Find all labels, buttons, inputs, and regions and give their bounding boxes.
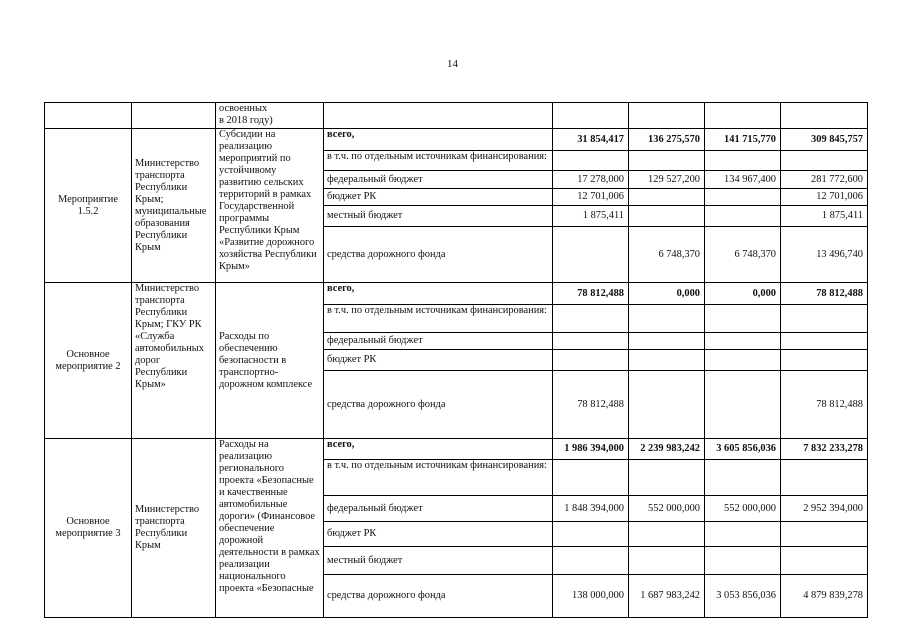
amount-cell [553, 522, 629, 547]
amount-cell: 1 875,411 [553, 206, 629, 227]
amount-cell: 129 527,200 [629, 171, 705, 189]
funding-source-cell: всего, [324, 283, 553, 305]
amount-cell [705, 371, 781, 439]
amount-cell [553, 305, 629, 333]
amount-cell [705, 206, 781, 227]
amount-cell [553, 227, 629, 283]
amount-cell: 281 772,600 [781, 171, 868, 189]
funding-source-cell: бюджет РК [324, 350, 553, 371]
funding-source-cell: федеральный бюджет [324, 333, 553, 350]
amount-cell [781, 333, 868, 350]
amount-cell: 141 715,770 [705, 129, 781, 151]
amount-cell [553, 547, 629, 575]
amount-cell [705, 189, 781, 206]
funding-source-cell: средства дорожного фонда [324, 371, 553, 439]
funding-source-cell: средства дорожного фонда [324, 575, 553, 618]
amount-cell: 6 748,370 [705, 227, 781, 283]
empty-cell [705, 103, 781, 129]
funding-table [44, 102, 868, 618]
amount-cell: 552 000,000 [629, 496, 705, 522]
empty-cell [553, 103, 629, 129]
amount-cell: 1 875,411 [781, 206, 868, 227]
amount-cell: 6 748,370 [629, 227, 705, 283]
amount-cell [553, 460, 629, 496]
amount-cell [705, 522, 781, 547]
amount-cell: 3 605 856,036 [705, 439, 781, 460]
amount-cell: 134 967,400 [705, 171, 781, 189]
amount-cell: 4 879 839,278 [781, 575, 868, 618]
amount-cell [781, 305, 868, 333]
page-number: 14 [447, 58, 458, 70]
table-row [45, 283, 868, 305]
funding-source-cell: федеральный бюджет [324, 171, 553, 189]
amount-cell [629, 333, 705, 350]
amount-cell [781, 151, 868, 171]
empty-cell [45, 103, 132, 129]
empty-cell [629, 103, 705, 129]
measure-name-cell: Расходы на реализацию регионального проекта «Безопасные и качественные автомобильные дороги» (Финансовое обеспечение дорожной деятельности в рамках реализации национального проекта «Безопасные [216, 439, 324, 618]
funding-source-cell: в т.ч. по отдельным источникам финансирования: [324, 305, 553, 333]
amount-cell [705, 547, 781, 575]
amount-cell: 2 952 394,000 [781, 496, 868, 522]
funding-source-cell: в т.ч. по отдельным источникам финансирования: [324, 151, 553, 171]
amount-cell [705, 350, 781, 371]
amount-cell: 0,000 [705, 283, 781, 305]
empty-cell [781, 103, 868, 129]
amount-cell: 552 000,000 [705, 496, 781, 522]
amount-cell: 17 278,000 [553, 171, 629, 189]
amount-cell [629, 522, 705, 547]
amount-cell [705, 305, 781, 333]
amount-cell: 12 701,006 [781, 189, 868, 206]
amount-cell: 31 854,417 [553, 129, 629, 151]
funding-source-cell: бюджет РК [324, 189, 553, 206]
amount-cell [781, 522, 868, 547]
amount-cell [705, 333, 781, 350]
empty-cell [132, 103, 216, 129]
event-cell: Основное мероприятие 2 [45, 283, 132, 439]
amount-cell: 7 832 233,278 [781, 439, 868, 460]
amount-cell: 78 812,488 [781, 283, 868, 305]
amount-cell: 78 812,488 [781, 371, 868, 439]
table-row [45, 439, 868, 460]
amount-cell [629, 206, 705, 227]
event-cell: Мероприятие 1.5.2 [45, 129, 132, 283]
measure-name-cell: Субсидии на реализацию мероприятий по устойчивому развитию сельских территорий в рамках Государственной программы Республики Крым «Развитие дорожного хозяйства Республики Крым» [216, 129, 324, 283]
funding-source-cell: местный бюджет [324, 547, 553, 575]
amount-cell: 2 239 983,242 [629, 439, 705, 460]
amount-cell [553, 350, 629, 371]
funding-source-cell: всего, [324, 439, 553, 460]
funding-source-cell: средства дорожного фонда [324, 227, 553, 283]
amount-cell [629, 547, 705, 575]
amount-cell: 12 701,006 [553, 189, 629, 206]
amount-cell [629, 305, 705, 333]
amount-cell: 3 053 856,036 [705, 575, 781, 618]
empty-cell [324, 103, 553, 129]
amount-cell [629, 151, 705, 171]
funding-source-cell: федеральный бюджет [324, 496, 553, 522]
event-cell: Основное мероприятие 3 [45, 439, 132, 618]
amount-cell: 13 496,740 [781, 227, 868, 283]
executor-cell: Министерство транспорта Республики Крым; ГКУ РК «Служба автомобильных дорог Республики Крым» [132, 283, 216, 439]
table-row [45, 129, 868, 151]
measure-name-cell: Расходы по обеспечению безопасности в транспортно-дорожном комплексе [216, 283, 324, 439]
amount-cell: 136 275,570 [629, 129, 705, 151]
amount-cell: 309 845,757 [781, 129, 868, 151]
amount-cell: 1 687 983,242 [629, 575, 705, 618]
amount-cell [553, 151, 629, 171]
amount-cell: 138 000,000 [553, 575, 629, 618]
amount-cell [781, 547, 868, 575]
amount-cell [629, 189, 705, 206]
amount-cell [629, 371, 705, 439]
amount-cell: 1 986 394,000 [553, 439, 629, 460]
amount-cell [705, 151, 781, 171]
amount-cell [781, 350, 868, 371]
executor-cell: Министерство транспорта Республики Крым [132, 439, 216, 618]
amount-cell: 78 812,488 [553, 371, 629, 439]
amount-cell [629, 350, 705, 371]
continuation-row [45, 103, 868, 129]
amount-cell: 0,000 [629, 283, 705, 305]
amount-cell [629, 460, 705, 496]
executor-cell: Министерство транспорта Республики Крым; муниципальные образования Республики Крым [132, 129, 216, 283]
amount-cell [705, 460, 781, 496]
funding-source-cell: всего, [324, 129, 553, 151]
amount-cell [553, 333, 629, 350]
continuation-name-cell: освоенных в 2018 году) [216, 103, 324, 129]
amount-cell: 1 848 394,000 [553, 496, 629, 522]
funding-source-cell: в т.ч. по отдельным источникам финансирования: [324, 460, 553, 496]
amount-cell [781, 460, 868, 496]
funding-source-cell: бюджет РК [324, 522, 553, 547]
amount-cell: 78 812,488 [553, 283, 629, 305]
funding-source-cell: местный бюджет [324, 206, 553, 227]
